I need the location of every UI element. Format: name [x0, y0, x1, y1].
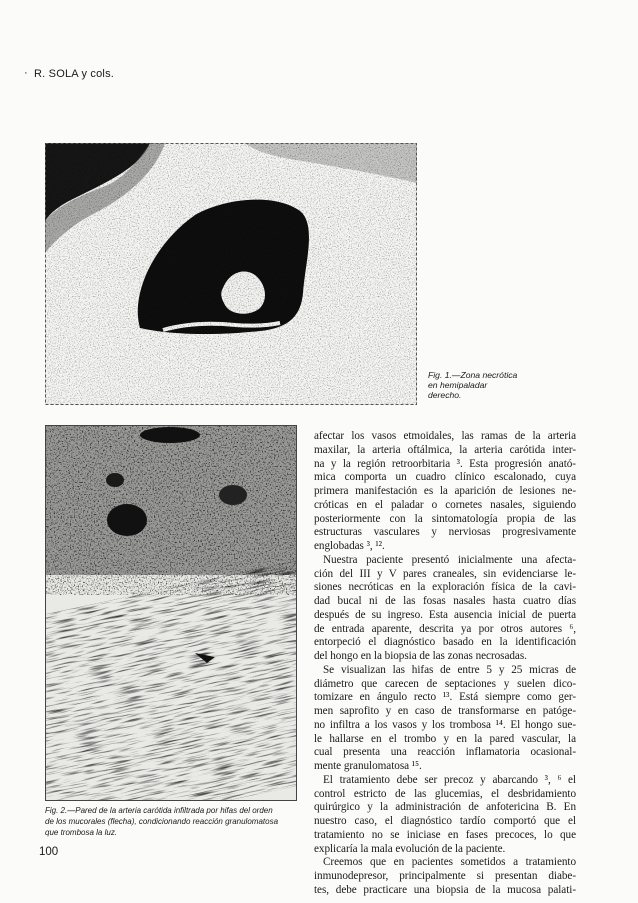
body-line: primera manifestación es la aparición de lesiones ne-: [314, 485, 576, 497]
body-line: maxilar, la arteria oftálmica, la arteria carótida inter-: [314, 443, 576, 456]
paragraph-start-line: Creemos que en pacientes sometidos a tratamiento: [323, 856, 576, 869]
figure-1-caption: [428, 370, 568, 400]
bullet-mark: ·: [24, 67, 28, 79]
body-line: control estricto de las glucemias, el desbridamiento: [314, 787, 576, 800]
body-line: mente granulomatosa ¹⁵.: [314, 760, 422, 772]
paragraph-start-line: Se visualizan las hifas de entre 5 y 25 micras de: [323, 663, 576, 676]
body-line: englobadas ³, ¹².: [314, 540, 385, 552]
body-line: diámetro que carecen de septaciones y suelen dico-: [314, 677, 576, 690]
figure-2-caption-line: que trombosa la luz.: [45, 828, 118, 837]
figure-2-micrograph: [45, 425, 297, 801]
figure-2-caption: [45, 805, 307, 838]
body-line: posteriormente con la sintomatología propia de las: [314, 512, 576, 525]
page-number: 100: [39, 846, 59, 858]
body-line: quirúrgico y la administración de anfotericina B. En: [314, 801, 576, 814]
body-text-column: [314, 430, 576, 898]
body-line: ción del III y V pares craneales, sin evidenciarse le-: [314, 567, 576, 580]
running-head: [24, 67, 115, 80]
figure-2-caption-line: Fig. 2.—Pared de la arteria carótida infiltrada por hifas del orden: [45, 806, 273, 815]
body-line: le hallarse en el trombo y en la pared vascular, la: [314, 732, 576, 745]
body-line: tomizare en ángulo recto ¹³. Está siempre como ger-: [314, 691, 576, 704]
body-line: na y la región retroorbitaria ³. Esta progresión anató-: [314, 457, 576, 470]
body-line: de entrada aparente, descrita ya por otros autores ⁶,: [314, 622, 576, 635]
body-line: tratamiento no se iniciase en fases precoces, lo que: [314, 828, 576, 841]
paragraph-start-line: El tratamiento debe ser precoz y abarcando ³, ⁶ el: [323, 773, 576, 786]
body-line: entorpeció el diagnóstico basado en la identificación: [314, 636, 576, 649]
body-line: cual presenta una reacción inflamatoria ocasional-: [314, 746, 576, 759]
running-head-text: R. SOLA y cols.: [34, 68, 115, 80]
body-line: explicaría la mala evolución de la paciente.: [314, 842, 506, 855]
body-line: después de su ingreso. Esta ausencia inicial de puerta: [314, 608, 576, 621]
figure-1-caption-line: Fig. 1.—Zona necrótica: [428, 370, 518, 380]
body-line: estructuras vasculares y nerviosas progresivamente: [314, 526, 576, 539]
body-line: no infiltra a los vasos y los trombosa ¹⁴. El hongo sue-: [314, 718, 576, 731]
body-line: inmunodepresor, principalmente si presentan diabe-: [314, 870, 576, 882]
paragraph-start-line: Nuestra paciente presentó inicialmente una afecta-: [323, 553, 576, 566]
figure-1-caption-line: derecho.: [428, 390, 462, 400]
body-line: tes, debe practicare una biopsia de la mucosa palati-: [314, 883, 576, 896]
figure-1-caption-line: en hemipaladar: [428, 380, 488, 390]
figure-2-caption-line: de los mucorales (flecha), condicionando reacción granulomatosa: [45, 817, 279, 826]
body-line: dad bucal ni de las fosas nasales hasta cuatro días: [314, 595, 576, 607]
figure-1-photo: [45, 143, 417, 405]
body-line: men saprofito y en caso de transformarse en patóge-: [314, 705, 576, 717]
body-line: afectar los vasos etmoidales, las ramas de la arteria: [314, 430, 576, 442]
body-line: mica comporta un cuadro clínico escalonado, cuya: [314, 471, 576, 484]
body-line: cróticas en el paladar o cornetes nasales, siguiendo: [314, 498, 576, 511]
body-line: siones necróticas en la exploración física de la cavi-: [314, 581, 576, 594]
body-line: nuestro caso, el diagnóstico tardío comportó que el: [314, 815, 576, 827]
body-line: del hongo en la biopsia de las zonas necrosadas.: [314, 650, 527, 662]
